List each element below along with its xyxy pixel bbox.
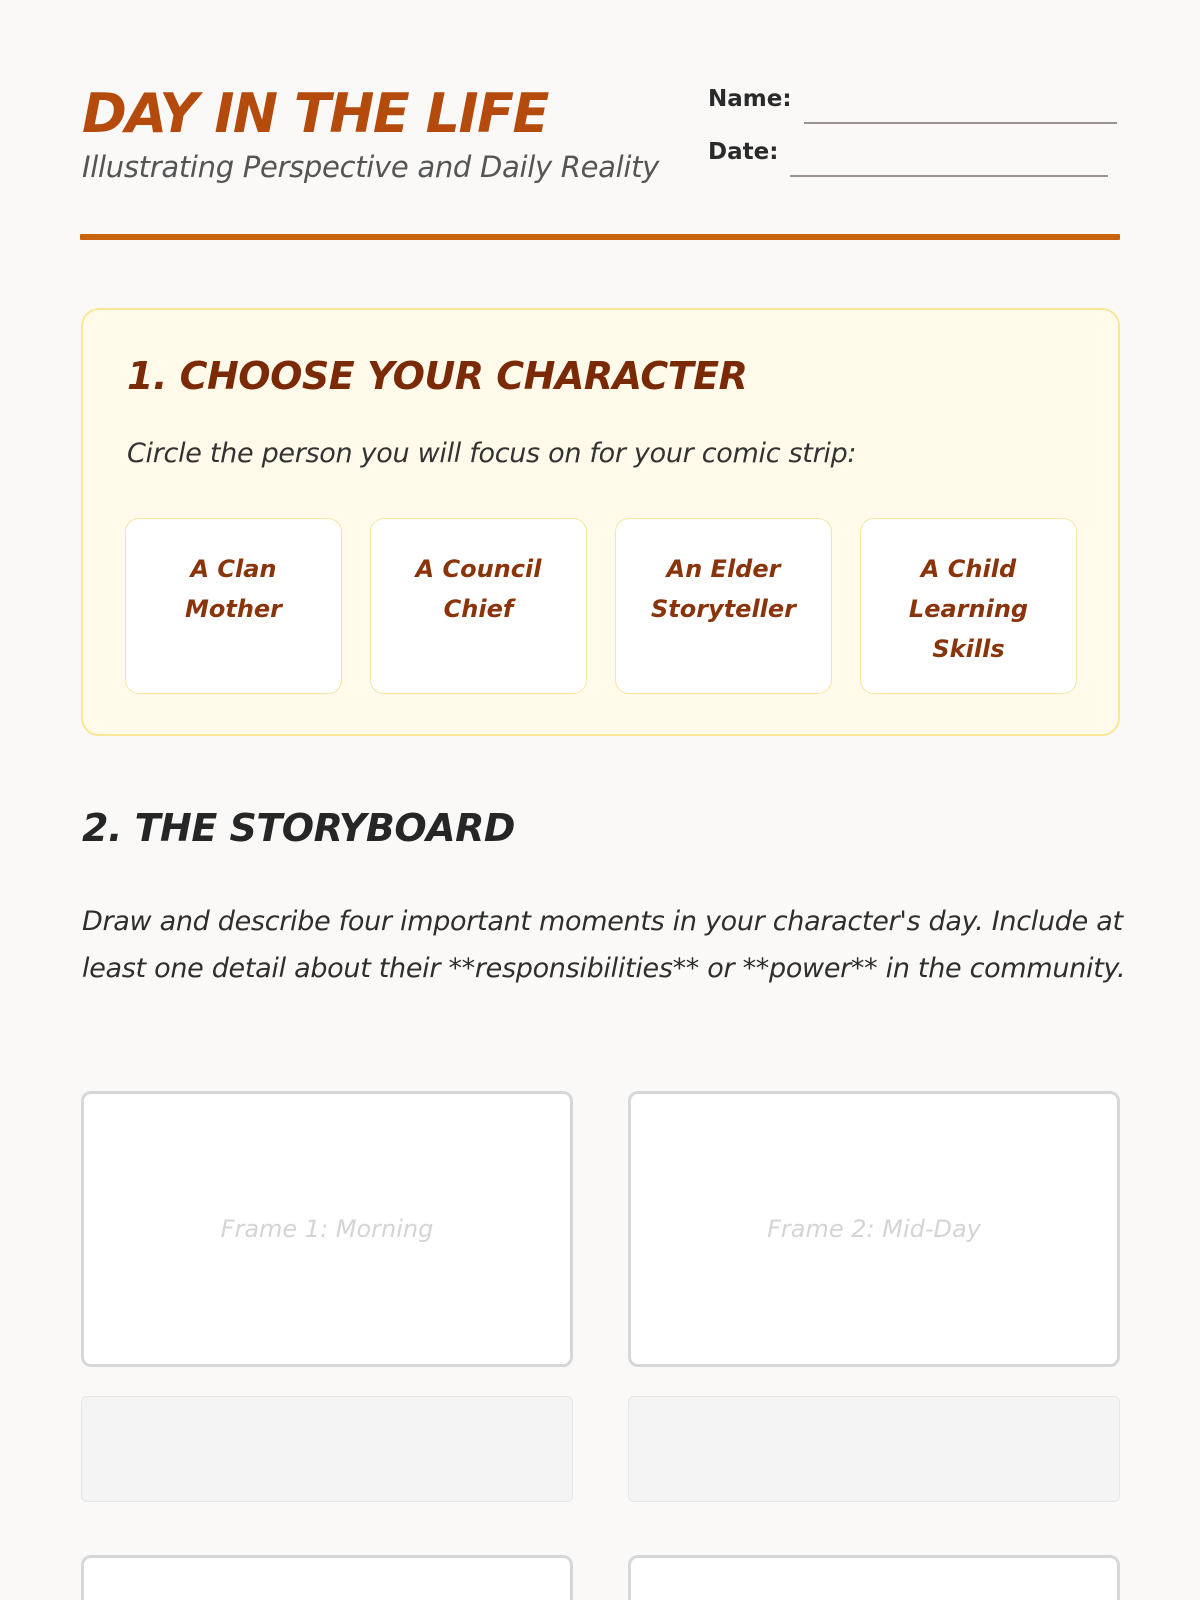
section2-instruction: Draw and describe four important moments in your character's day. Include at least one detail about their **responsibilities** or **power** in the community. [82, 906, 1126, 984]
character-option-elder-storyteller[interactable] [615, 518, 832, 694]
section1-heading: 1. CHOOSE YOUR CHARACTER [127, 354, 748, 398]
frame-2-caption-box[interactable] [628, 1396, 1120, 1502]
storyboard-frame-2[interactable] [628, 1091, 1120, 1367]
character-option-label: An Elder Storyteller [650, 555, 797, 623]
storyboard-frame-3[interactable] [81, 1555, 573, 1600]
frame-label: Frame 2: Mid-Day [767, 1215, 981, 1243]
page-subtitle: Illustrating Perspective and Daily Reality [82, 150, 660, 184]
section2-heading: 2. THE STORYBOARD [82, 806, 515, 850]
character-option-child[interactable] [860, 518, 1077, 694]
date-input-line[interactable] [790, 175, 1108, 177]
name-input-line[interactable] [804, 122, 1117, 124]
storyboard-frame-1[interactable] [81, 1091, 573, 1367]
choose-character-section [81, 308, 1120, 736]
character-option-council-chief[interactable] [370, 518, 587, 694]
storyboard-frame-4[interactable] [628, 1555, 1120, 1600]
section1-instruction: Circle the person you will focus on for your comic strip: [127, 438, 857, 469]
name-label: Name: [708, 86, 792, 112]
character-options [125, 518, 1077, 694]
date-label: Date: [708, 139, 779, 165]
frame-1-caption-box[interactable] [81, 1396, 573, 1502]
header-divider [80, 234, 1120, 240]
character-option-label: A Child Learning Skills [908, 555, 1029, 663]
name-field [708, 86, 1117, 112]
character-option-label: A Clan Mother [184, 555, 283, 623]
character-option-label: A Council Chief [415, 555, 542, 623]
frame-label: Frame 1: Morning [220, 1215, 434, 1243]
page-title: DAY IN THE LIFE [82, 82, 548, 145]
date-field [708, 139, 1108, 165]
character-option-clan-mother[interactable] [125, 518, 342, 694]
